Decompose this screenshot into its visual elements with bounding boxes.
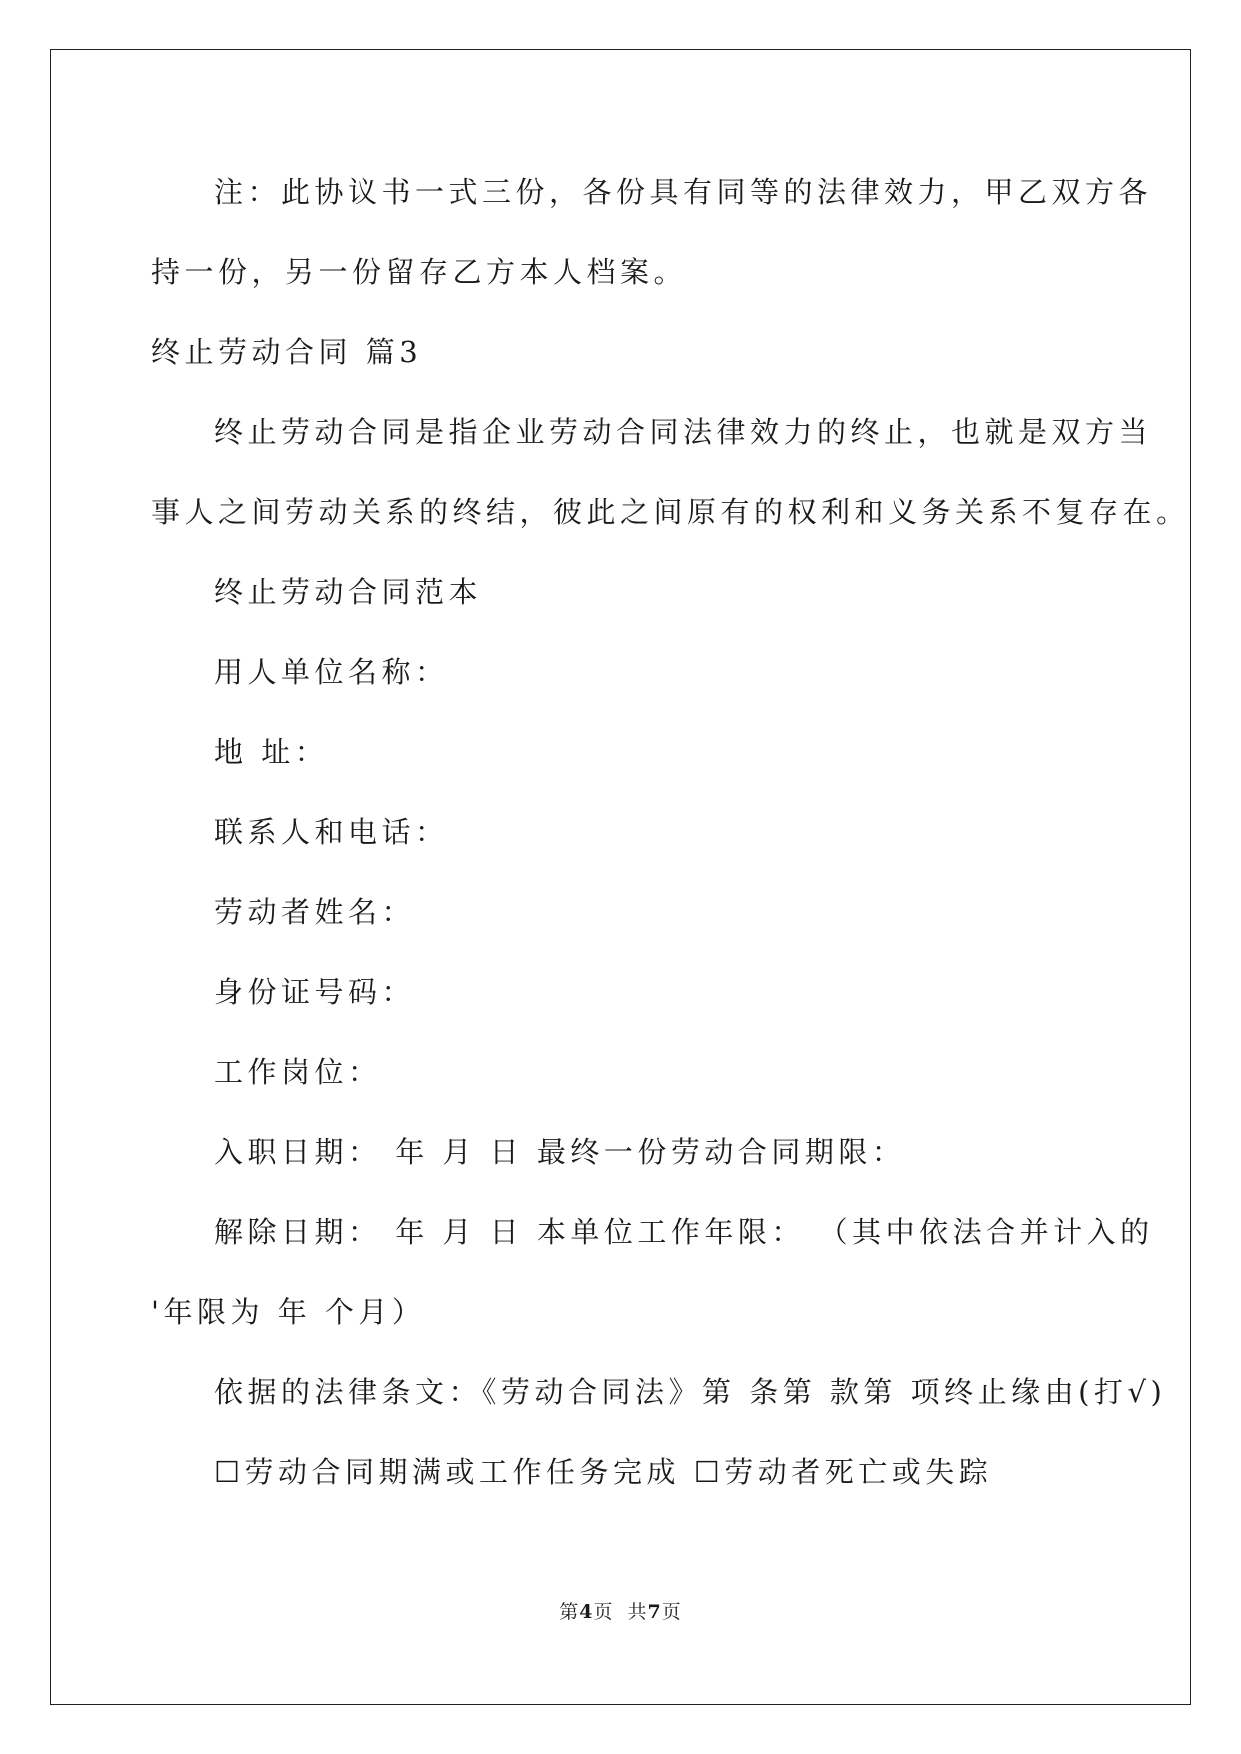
contact-field: 联系人和电话： xyxy=(214,815,449,849)
footer-total-suffix: 页 xyxy=(661,1601,682,1623)
footer-page-mid: 页 xyxy=(593,1601,614,1623)
entry-date-field: 入职日期： 年 月 日 最终一份劳动合同期限： xyxy=(214,1135,906,1169)
section-heading: 终止劳动合同 篇3 xyxy=(151,335,423,369)
termination-date-field: 解除日期： 年 月 日 本单位工作年限： （其中依法合并计入的 xyxy=(214,1215,1154,1249)
id-number-field: 身份证号码： xyxy=(214,975,416,1009)
note-line-2: 持一份，另一份留存乙方本人档案。 xyxy=(151,255,688,289)
definition-line-1: 终止劳动合同是指企业劳动合同法律效力的终止，也就是双方当 xyxy=(214,415,1153,449)
employer-name-field: 用人单位名称： xyxy=(214,655,449,689)
years-continuation: '年限为 年 个月） xyxy=(151,1295,426,1329)
job-position-field: 工作岗位： xyxy=(214,1055,382,1089)
footer-page-total: 7 xyxy=(647,1601,662,1623)
footer-page-current: 4 xyxy=(579,1601,594,1623)
page-footer xyxy=(0,1600,1241,1624)
termination-reason-options: ☐劳动合同期满或工作任务完成 ☐劳动者死亡或失踪 xyxy=(214,1455,993,1489)
legal-basis-line: 依据的法律条文：《劳动合同法》第 条第 款第 项终止缘由(打√) xyxy=(214,1375,1167,1409)
address-field: 地 址： xyxy=(214,735,329,769)
definition-line-2: 事人之间劳动关系的终结，彼此之间原有的权利和义务关系不复存在。 xyxy=(151,495,1190,529)
footer-total-prefix: 共 xyxy=(627,1601,648,1623)
worker-name-field: 劳动者姓名： xyxy=(214,895,416,929)
template-title: 终止劳动合同范本 xyxy=(214,575,483,609)
note-line-1: 注：此协议书一式三份，各份具有同等的法律效力，甲乙双方各 xyxy=(214,175,1153,209)
footer-page-prefix: 第 xyxy=(559,1601,580,1623)
